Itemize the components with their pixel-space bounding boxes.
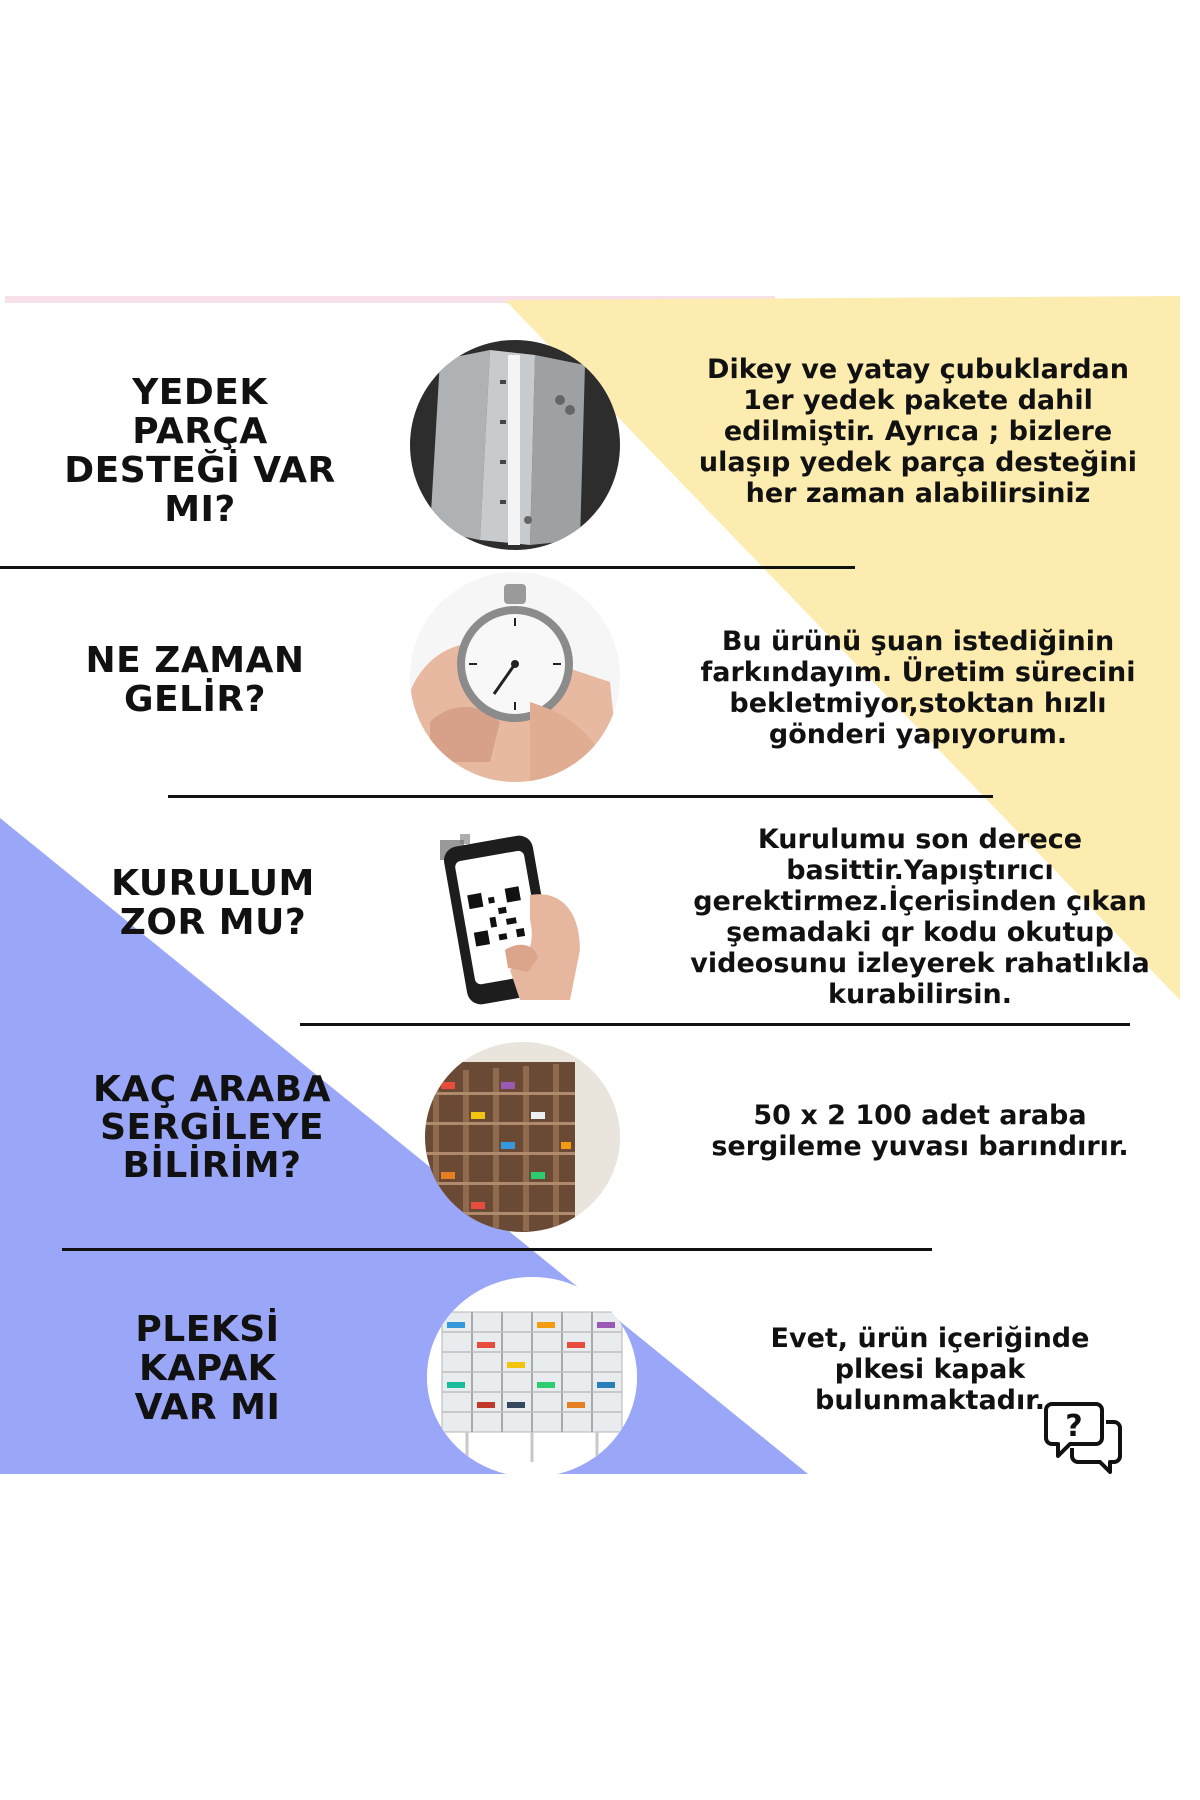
stopwatch-photo	[410, 572, 620, 782]
question-spare-parts: YEDEK PARÇA DESTEĞİ VAR MI?	[64, 372, 336, 530]
divider-2	[168, 795, 993, 798]
car-display-photo	[425, 1042, 620, 1232]
divider-4	[62, 1248, 932, 1251]
question-plexi-cover: PLEKSİ KAPAK VAR MI	[134, 1309, 281, 1428]
question-delivery-time: NE ZAMAN GELİR?	[85, 640, 305, 720]
question-installation: KURULUM ZOR MU?	[111, 863, 315, 943]
spare-parts-photo	[410, 340, 620, 550]
question-chat-icon	[1044, 1398, 1124, 1478]
divider-3	[300, 1023, 1130, 1026]
divider-1	[0, 566, 855, 569]
answer-installation: Kurulumu son derece basittir.Yapıştırıcı gerektirmez.İçerisinden çıkan şemadaki qr kodu okutup videosunu izleyerek rahatlıkla kurabilirsin.	[690, 824, 1150, 1010]
answer-plexi-cover: Evet, ürün içeriğinde plkesi kapak bulunmaktadır.	[770, 1323, 1090, 1416]
question-car-capacity: KAÇ ARABA SERGİLEYE BİLİRİM?	[93, 1069, 331, 1186]
answer-delivery-time: Bu ürünü şuan istediğinin farkındayım. Üretim sürecini bekletmiyor,stoktan hızlı gönderi yapıyorum.	[700, 626, 1136, 750]
answer-car-capacity: 50 x 2 100 adet araba sergileme yuvası barındırır.	[711, 1100, 1129, 1162]
plexi-cover-photo	[427, 1277, 637, 1477]
svg-text:?: ?	[1065, 1409, 1083, 1444]
qr-phone-photo	[410, 800, 620, 1010]
answer-spare-parts: Dikey ve yatay çubuklardan 1er yedek pakete dahil edilmiştir. Ayrıca ; bizlere ulaşıp yedek parça desteğini her zaman alabilirsiniz	[698, 354, 1138, 509]
